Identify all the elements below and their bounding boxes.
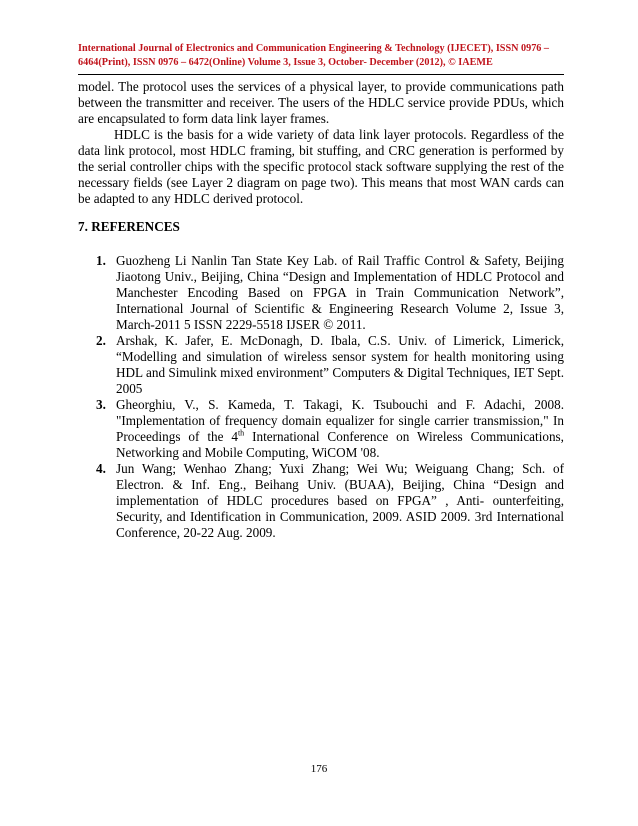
- page-number: 176: [310, 763, 328, 775]
- journal-header-line-1: International Journal of Electronics and Communication Engineering & Technology (IJECET), ISSN 0976 –: [78, 43, 550, 54]
- reference-text-end: International Conference on Wireless Communications, Networking and Mobile Computing, WiCOM '08.: [116, 429, 564, 460]
- reference-list: [96, 253, 564, 541]
- section-title: 7. REFERENCES: [78, 219, 180, 234]
- reference-text: Guozheng Li Nanlin Tan State Key Lab. of Rail Traffic Control & Safety, Beijing Jiaotong Univ., Beijing, China “Design and Implementation of HDLC Protocol and Manchester Encoding Based on FPGA in Train Communication Network”, International Journal of Scientific & Engineering Research Volume 2, Issue 3, March-2011 5 ISSN 2229-5518 IJSER © 2011.: [116, 253, 564, 332]
- reference-item: [96, 397, 564, 461]
- reference-number: 3.: [96, 397, 106, 412]
- header-divider: [78, 74, 564, 75]
- reference-text: Arshak, K. Jafer, E. McDonagh, D. Ibala, C.S. Univ. of Limerick, Limerick, “Modelling and simulation of wireless sensor system for health monitoring using HDL and Simulink mixed environment” Computers & Digital Techniques, IET Sept. 2005: [116, 333, 564, 396]
- reference-number: 4.: [96, 461, 106, 476]
- reference-item: [96, 253, 564, 333]
- journal-header-line-2: 6464(Print), ISSN 0976 – 6472(Online) Volume 3, Issue 3, October- December (2012), © IAEME: [78, 56, 493, 68]
- reference-item: [96, 461, 564, 541]
- body-text: [78, 79, 564, 207]
- paragraph-2: HDLC is the basis for a wide variety of data link layer protocols. Regardless of the data link protocol, most HDLC framing, bit stuffing, and CRC generation is performed by the serial controller chips with the specific protocol stack software supplying the rest of the necessary fields (see Layer 2 diagram on page two). This means that most WAN cards can be adapted to any HDLC derived protocol.: [78, 127, 564, 206]
- reference-text: [116, 397, 564, 460]
- ordinal-superscript: th: [237, 428, 245, 438]
- reference-number: 2.: [96, 333, 106, 348]
- reference-text: Jun Wang; Wenhao Zhang; Yuxi Zhang; Wei Wu; Weiguang Chang; Sch. of Electron. & Inf. Eng., Beihang Univ. (BUAA), Beijing, China “Design and implementation of HDLC procedures based on FPGA” , Anti- ounterfeiting, Security, and Identification in Communication, 2009. ASID 2009. 3rd International Conference, 20-22 Aug. 2009.: [116, 461, 564, 540]
- reference-text-start: Gheorghiu, V., S. Kameda, T. Takagi, K. Tsubouchi and F. Adachi, 2008. "Implementation of frequency domain equalizer for single carrier transmission," In Proceedings of the 4: [116, 397, 564, 444]
- paragraph-1: model. The protocol uses the services of a physical layer, to provide communications path between the transmitter and receiver. The users of the HDLC service provide PDUs, which are encapsulated to form data link layer frames.: [78, 79, 564, 126]
- reference-item: [96, 333, 564, 397]
- journal-header: [78, 42, 564, 69]
- reference-number: 1.: [96, 253, 106, 268]
